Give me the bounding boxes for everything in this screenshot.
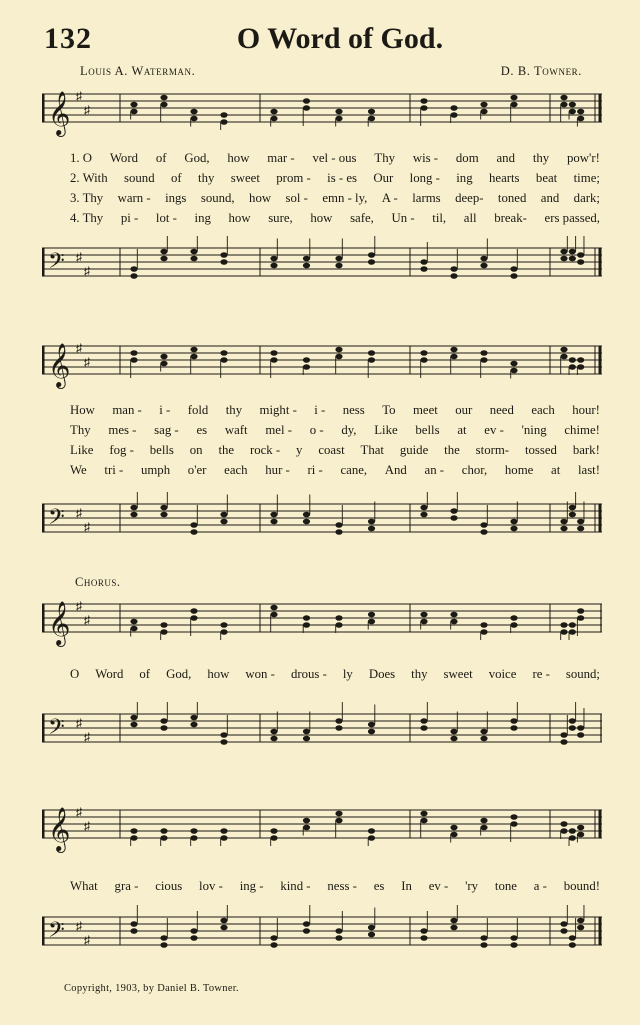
lyric-line bbox=[70, 664, 600, 684]
lyric-syllable: rock - bbox=[249, 443, 281, 457]
note-chord bbox=[450, 825, 457, 843]
lyric-line bbox=[70, 440, 600, 460]
lyric-line bbox=[70, 208, 600, 228]
treble-clef-icon: 𝄞 bbox=[48, 601, 71, 645]
sharp-icon: ♯ bbox=[76, 89, 82, 103]
note-chord bbox=[480, 102, 487, 120]
lyric-syllable: i - bbox=[314, 403, 326, 417]
lyric-syllable: y bbox=[296, 443, 303, 457]
note-chord bbox=[420, 612, 427, 630]
note-chord bbox=[220, 905, 227, 930]
note-chord bbox=[160, 492, 167, 517]
note-chord bbox=[190, 109, 197, 127]
lyric-syllable: bark! bbox=[572, 443, 600, 457]
lyric-syllable: all bbox=[463, 211, 477, 225]
lyric-syllable: ness bbox=[342, 403, 365, 417]
note-chord bbox=[450, 105, 457, 123]
lyric-syllable: storm- bbox=[475, 443, 510, 457]
copyright-notice: Copyright, 1903, by Daniel B. Towner. bbox=[64, 983, 239, 994]
note-chord bbox=[368, 236, 375, 265]
sharp-icon: ♯ bbox=[84, 355, 90, 369]
note-chord bbox=[420, 811, 427, 839]
lyric-line bbox=[70, 168, 600, 188]
lyric-syllable: break- bbox=[494, 211, 527, 225]
note-chord bbox=[220, 828, 227, 846]
lyric-syllable: and bbox=[496, 151, 515, 165]
lyric-syllable: Thy bbox=[70, 423, 91, 437]
note-chord bbox=[510, 249, 517, 279]
lyric-syllable: waft bbox=[224, 423, 248, 437]
note-chord bbox=[577, 502, 584, 532]
sharp-icon: ♯ bbox=[76, 919, 82, 933]
note-chord bbox=[560, 502, 567, 532]
lyric-syllable: hearts bbox=[488, 171, 520, 185]
note-chord bbox=[569, 828, 576, 846]
note-chord bbox=[303, 905, 310, 934]
lyric-syllable: mel - bbox=[265, 423, 292, 437]
note-chord bbox=[335, 811, 342, 839]
note-chord bbox=[190, 911, 197, 941]
lyric-syllable: lot - bbox=[155, 211, 177, 225]
lyric-syllable: ly bbox=[342, 667, 353, 681]
bass-staff-chorus-2 bbox=[42, 905, 608, 969]
treble-clef-icon: 𝄞 bbox=[48, 343, 71, 387]
author-credit: Louis A. Waterman. bbox=[80, 64, 196, 78]
lyric-syllable: ing bbox=[194, 211, 211, 225]
treble-staff-chorus-1 bbox=[42, 598, 608, 648]
note-chord bbox=[270, 828, 277, 846]
lyric-syllable: tri - bbox=[104, 463, 124, 477]
treble-staff-system-1 bbox=[42, 88, 608, 138]
note-chord bbox=[270, 495, 277, 525]
lyric-line bbox=[70, 148, 600, 168]
lyric-syllable: on bbox=[189, 443, 203, 457]
note-chord bbox=[130, 492, 137, 517]
lyric-syllable: how bbox=[310, 211, 333, 225]
note-chord bbox=[270, 712, 277, 742]
lyric-syllable: bells bbox=[149, 443, 174, 457]
note-chord bbox=[480, 239, 487, 269]
lyric-syllable: sweet bbox=[230, 171, 260, 185]
lyric-syllable: each bbox=[531, 403, 555, 417]
sharp-icon: ♯ bbox=[84, 933, 90, 947]
note-chord bbox=[420, 911, 427, 941]
note-chord bbox=[569, 236, 576, 261]
note-chord bbox=[130, 249, 137, 279]
lyric-syllable: lov - bbox=[199, 879, 223, 893]
note-chord bbox=[220, 715, 227, 745]
lyric-syllable: 'ning bbox=[521, 423, 547, 437]
treble-clef-icon: 𝄞 bbox=[48, 807, 71, 851]
note-chord bbox=[450, 249, 457, 279]
lyric-syllable: Like bbox=[70, 443, 94, 457]
lyric-syllable: sure, bbox=[268, 211, 293, 225]
sharp-icon: ♯ bbox=[84, 520, 90, 534]
lyric-syllable: kind - bbox=[280, 879, 311, 893]
sharp-icon: ♯ bbox=[76, 341, 82, 355]
lyric-syllable: prom - bbox=[276, 171, 311, 185]
sharp-icon: ♯ bbox=[76, 716, 82, 730]
lyric-syllable: an - bbox=[424, 463, 445, 477]
note-chord bbox=[160, 622, 167, 640]
lyric-syllable: God, bbox=[184, 151, 210, 165]
note-chord bbox=[510, 615, 517, 633]
lyric-syllable: dark; bbox=[573, 191, 600, 205]
lyric-syllable: home bbox=[504, 463, 534, 477]
bass-clef-icon: 𝄢 bbox=[48, 918, 65, 948]
lyric-syllable: safe, bbox=[350, 211, 374, 225]
lyric-syllable: a - bbox=[533, 879, 547, 893]
note-chord bbox=[303, 818, 310, 836]
bass-clef-icon: 𝄢 bbox=[48, 505, 65, 535]
note-chord bbox=[510, 918, 517, 948]
lyric-syllable: Word bbox=[109, 151, 138, 165]
lyric-syllable: And bbox=[384, 463, 407, 477]
lyric-syllable: the bbox=[444, 443, 460, 457]
lyric-syllable: ness - bbox=[327, 879, 357, 893]
composer-credit: D. B. Towner. bbox=[500, 64, 582, 78]
note-chord bbox=[335, 702, 342, 731]
sharp-icon: ♯ bbox=[84, 730, 90, 744]
lyric-syllable: God, bbox=[166, 667, 192, 681]
sharp-icon: ♯ bbox=[84, 819, 90, 833]
lyric-syllable: 4. Thy bbox=[70, 211, 104, 225]
sharp-icon: ♯ bbox=[76, 599, 82, 613]
note-chord bbox=[480, 622, 487, 640]
lyric-syllable: fog - bbox=[109, 443, 134, 457]
lyric-syllable: and bbox=[540, 191, 560, 205]
note-chord bbox=[220, 236, 227, 265]
lyric-syllable: ri - bbox=[307, 463, 323, 477]
lyric-syllable: 2. With bbox=[70, 171, 108, 185]
lyric-syllable: how bbox=[249, 191, 272, 205]
lyric-syllable: last! bbox=[577, 463, 600, 477]
lyric-syllable: deep- bbox=[455, 191, 484, 205]
lyric-syllable: bells bbox=[415, 423, 440, 437]
note-chord bbox=[190, 236, 197, 261]
lyric-syllable: O bbox=[70, 667, 80, 681]
treble-clef-icon: 𝄞 bbox=[48, 91, 71, 135]
note-chord bbox=[510, 702, 517, 731]
note-chord bbox=[368, 705, 375, 735]
note-chord bbox=[368, 502, 375, 532]
note-chord bbox=[190, 505, 197, 535]
lyric-syllable: ing - bbox=[239, 879, 264, 893]
lyric-syllable: won - bbox=[245, 667, 275, 681]
note-chord bbox=[450, 492, 457, 521]
note-chord bbox=[160, 354, 167, 372]
note-chord bbox=[303, 239, 310, 269]
note-chord bbox=[270, 605, 277, 633]
lyric-syllable: of bbox=[155, 151, 167, 165]
lyric-syllable: cane, bbox=[340, 463, 368, 477]
note-chord bbox=[450, 905, 457, 930]
lyric-line bbox=[70, 188, 600, 208]
lyric-syllable: 'ry bbox=[465, 879, 479, 893]
note-chord bbox=[303, 615, 310, 633]
note-chord bbox=[130, 702, 137, 727]
note-chord bbox=[335, 109, 342, 127]
lyric-syllable: We bbox=[70, 463, 87, 477]
sharp-icon: ♯ bbox=[76, 250, 82, 264]
note-chord bbox=[303, 712, 310, 742]
note-chord bbox=[420, 492, 427, 517]
note-chord bbox=[560, 821, 567, 839]
lyric-syllable: toned bbox=[497, 191, 527, 205]
lyric-syllable: might - bbox=[259, 403, 297, 417]
note-chord bbox=[480, 505, 487, 535]
lyric-line bbox=[70, 876, 600, 896]
lyric-line bbox=[70, 420, 600, 440]
bass-staff-system-2 bbox=[42, 492, 608, 548]
note-chord bbox=[160, 918, 167, 948]
lyric-syllable: at bbox=[551, 463, 561, 477]
lyric-syllable: sag - bbox=[154, 423, 179, 437]
lyric-syllable: es bbox=[373, 879, 385, 893]
note-chord bbox=[190, 347, 197, 375]
note-chord bbox=[270, 109, 277, 127]
note-chord bbox=[577, 357, 584, 375]
lyric-syllable: thy bbox=[225, 403, 243, 417]
note-chord bbox=[335, 505, 342, 535]
lyric-syllable: beat bbox=[535, 171, 558, 185]
note-chord bbox=[130, 905, 137, 934]
lyric-line bbox=[70, 460, 600, 480]
note-chord bbox=[270, 239, 277, 269]
lyric-syllable: warn - bbox=[117, 191, 151, 205]
lyric-syllable: time; bbox=[573, 171, 600, 185]
note-chord bbox=[190, 702, 197, 727]
lyric-syllable: chor, bbox=[461, 463, 488, 477]
note-chord bbox=[480, 712, 487, 742]
note-chord bbox=[220, 495, 227, 525]
lyric-syllable: To bbox=[382, 403, 396, 417]
note-chord bbox=[569, 622, 576, 640]
note-chord bbox=[190, 828, 197, 846]
note-chord bbox=[510, 502, 517, 532]
lyric-syllable: sound; bbox=[565, 667, 600, 681]
note-chord bbox=[450, 712, 457, 742]
bass-staff-system-1 bbox=[42, 236, 608, 292]
lyric-syllable: how bbox=[227, 151, 250, 165]
note-chord bbox=[220, 112, 227, 130]
note-chord bbox=[368, 612, 375, 630]
lyric-syllable: tone bbox=[494, 879, 517, 893]
lyric-syllable: dom bbox=[455, 151, 479, 165]
lyric-syllable: need bbox=[489, 403, 514, 417]
lyric-syllable: mar - bbox=[267, 151, 295, 165]
lyric-syllable: bound! bbox=[563, 879, 600, 893]
lyric-syllable: emn - ly, bbox=[322, 191, 368, 205]
note-chord bbox=[569, 102, 576, 120]
lyric-syllable: of bbox=[139, 667, 151, 681]
bass-staff-chorus-1 bbox=[42, 702, 608, 758]
lyric-syllable: ev - bbox=[484, 423, 504, 437]
lyric-syllable: til, bbox=[432, 211, 447, 225]
lyric-syllable: thy bbox=[411, 667, 428, 681]
note-chord bbox=[577, 109, 584, 127]
lyric-syllable: pi - bbox=[120, 211, 139, 225]
note-chord bbox=[577, 708, 584, 738]
lyric-syllable: Does bbox=[368, 667, 396, 681]
lyric-syllable: voice bbox=[488, 667, 517, 681]
lyric-syllable: Un - bbox=[391, 211, 415, 225]
lyric-syllable: of bbox=[170, 171, 182, 185]
bass-clef-icon: 𝄢 bbox=[48, 249, 65, 279]
lyric-syllable: That bbox=[360, 443, 384, 457]
lyric-syllable: Like bbox=[374, 423, 398, 437]
note-chord bbox=[335, 239, 342, 269]
note-chord bbox=[560, 236, 567, 261]
note-chord bbox=[450, 612, 457, 630]
note-chord bbox=[130, 619, 137, 637]
lyric-syllable: What bbox=[70, 879, 98, 893]
hymn-title: O Word of God. bbox=[236, 22, 444, 55]
lyric-syllable: drous - bbox=[290, 667, 327, 681]
lyric-syllable: How bbox=[70, 403, 95, 417]
lyric-syllable: Thy bbox=[374, 151, 395, 165]
note-chord bbox=[220, 622, 227, 640]
lyric-syllable: hur - bbox=[265, 463, 290, 477]
treble-staff-system-2 bbox=[42, 340, 608, 390]
lyric-syllable: mes - bbox=[108, 423, 137, 437]
lyric-syllable: 3. Thy bbox=[70, 191, 104, 205]
lyric-syllable: ev - bbox=[428, 879, 449, 893]
lyric-syllable: long - bbox=[409, 171, 440, 185]
note-chord bbox=[335, 911, 342, 941]
lyric-syllable: sweet bbox=[443, 667, 473, 681]
lyric-syllable: wis - bbox=[412, 151, 439, 165]
lyric-syllable: thy bbox=[198, 171, 215, 185]
lyric-syllable: ers passed, bbox=[544, 211, 600, 225]
note-chord bbox=[160, 702, 167, 731]
lyric-syllable: how bbox=[228, 211, 251, 225]
lyric-syllable: sound, bbox=[200, 191, 235, 205]
note-chord bbox=[420, 242, 427, 272]
note-chord bbox=[303, 495, 310, 525]
sharp-icon: ♯ bbox=[84, 264, 90, 278]
note-chord bbox=[569, 918, 576, 948]
note-chord bbox=[510, 361, 517, 379]
lyric-syllable: chime! bbox=[564, 423, 600, 437]
lyric-syllable: umph bbox=[140, 463, 171, 477]
lyric-syllable: o - bbox=[309, 423, 324, 437]
note-chord bbox=[335, 615, 342, 633]
note-chord bbox=[560, 95, 567, 123]
note-chord bbox=[303, 357, 310, 375]
note-chord bbox=[560, 715, 567, 745]
note-chord bbox=[577, 825, 584, 843]
lyric-syllable: fold bbox=[187, 403, 209, 417]
note-chord bbox=[569, 492, 576, 517]
lyric-line bbox=[70, 400, 600, 420]
note-chord bbox=[420, 702, 427, 731]
lyric-syllable: coast bbox=[318, 443, 345, 457]
lyric-syllable: hour! bbox=[572, 403, 600, 417]
lyric-syllable: tossed bbox=[524, 443, 557, 457]
note-chord bbox=[510, 95, 517, 123]
lyric-syllable: ings bbox=[165, 191, 187, 205]
lyric-syllable: is - es bbox=[327, 171, 357, 185]
lyric-syllable: each bbox=[224, 463, 248, 477]
note-chord bbox=[270, 918, 277, 948]
note-chord bbox=[560, 347, 567, 375]
note-chord bbox=[368, 109, 375, 127]
lyric-syllable: larms bbox=[412, 191, 441, 205]
lyric-syllable: sound bbox=[124, 171, 155, 185]
note-chord bbox=[577, 236, 584, 265]
note-chord bbox=[130, 828, 137, 846]
sharp-icon: ♯ bbox=[84, 613, 90, 627]
lyric-syllable: ing bbox=[456, 171, 473, 185]
note-chord bbox=[560, 622, 567, 640]
lyric-syllable: at bbox=[457, 423, 467, 437]
lyric-syllable: meet bbox=[412, 403, 438, 417]
lyric-syllable: man - bbox=[112, 403, 142, 417]
lyric-syllable: gra - bbox=[114, 879, 139, 893]
sharp-icon: ♯ bbox=[84, 103, 90, 117]
lyric-syllable: guide bbox=[399, 443, 429, 457]
lyric-syllable: how bbox=[207, 667, 230, 681]
lyric-syllable: cious bbox=[155, 879, 183, 893]
lyric-syllable: dy, bbox=[341, 423, 357, 437]
lyric-syllable: Our bbox=[373, 171, 394, 185]
lyric-syllable: o'er bbox=[187, 463, 207, 477]
lyric-syllable: the bbox=[218, 443, 235, 457]
chorus-label: Chorus. bbox=[75, 575, 121, 589]
note-chord bbox=[560, 905, 567, 934]
note-chord bbox=[569, 702, 576, 731]
note-chord bbox=[335, 347, 342, 375]
note-chord bbox=[368, 908, 375, 938]
note-chord bbox=[577, 905, 584, 930]
lyric-syllable: es bbox=[196, 423, 208, 437]
note-chord bbox=[480, 818, 487, 836]
note-chord bbox=[450, 347, 457, 375]
sharp-icon: ♯ bbox=[76, 506, 82, 520]
note-chord bbox=[160, 236, 167, 261]
lyric-syllable: 1. O bbox=[70, 151, 93, 165]
lyric-syllable: vel - ous bbox=[312, 151, 357, 165]
lyric-syllable: pow'r! bbox=[567, 151, 600, 165]
sharp-icon: ♯ bbox=[76, 805, 82, 819]
lyric-syllable: our bbox=[455, 403, 473, 417]
lyric-syllable: i - bbox=[159, 403, 171, 417]
note-chord bbox=[480, 918, 487, 948]
lyric-syllable: re - bbox=[532, 667, 550, 681]
note-chord bbox=[130, 102, 137, 120]
note-chord bbox=[368, 828, 375, 846]
lyric-syllable: Word bbox=[95, 667, 124, 681]
lyric-syllable: A - bbox=[381, 191, 398, 205]
bass-clef-icon: 𝄢 bbox=[48, 715, 65, 745]
lyric-syllable: sol - bbox=[285, 191, 308, 205]
note-chord bbox=[160, 95, 167, 123]
treble-staff-chorus-2 bbox=[42, 800, 608, 860]
lyric-syllable: In bbox=[401, 879, 412, 893]
note-chord bbox=[569, 357, 576, 375]
hymn-number: 132 bbox=[44, 22, 92, 55]
note-chord bbox=[160, 828, 167, 846]
lyric-syllable: thy bbox=[532, 151, 550, 165]
